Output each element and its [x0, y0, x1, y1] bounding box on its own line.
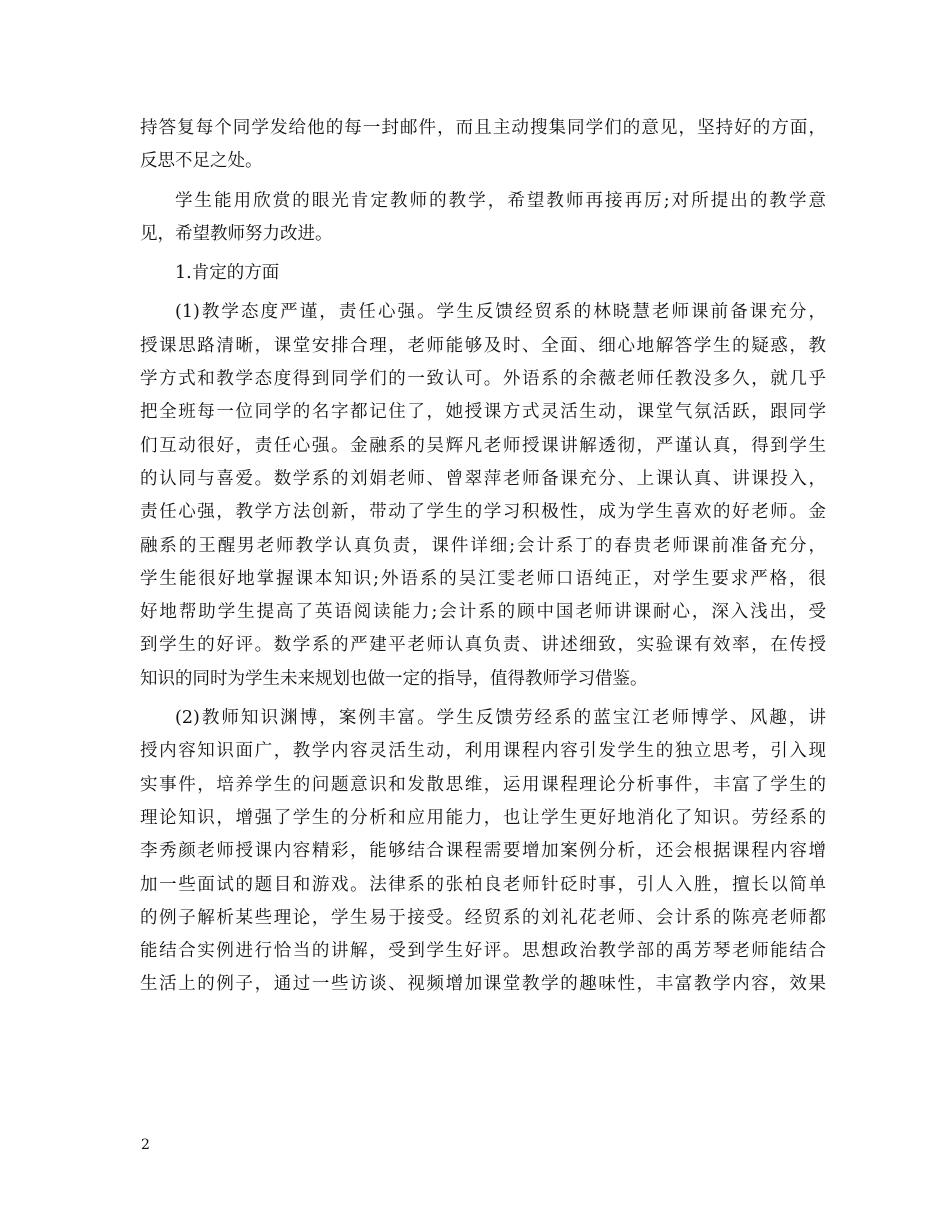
text-line: 学生能用欣赏的眼光肯定教师的教学，希望教师再接再厉;对所提出的教学意: [175, 190, 826, 211]
text-line: 生活上的例子，通过一些访谈、视频增加课堂教学的趣味性，丰富教学内容，效果: [140, 974, 826, 995]
text-line: 们互动很好，责任心强。金融系的吴辉凡老师授课讲解透彻，严谨认真，得到学生: [140, 435, 826, 456]
text-line: (1)教学态度严谨，责任心强。学生反馈经贸系的林晓慧老师课前备课充分，: [175, 302, 826, 323]
text-line: 把全班每一位同学的名字都记住了，她授课方式灵活生动，课堂气氛活跃，跟同学: [140, 402, 826, 423]
text-line: 融系的王醒男老师教学认真负责，课件详细;会计系丁的春贵老师课前准备充分，: [140, 535, 826, 556]
text-line: 反思不足之处。: [140, 151, 263, 172]
text-line: 理论知识，增强了学生的分析和应用能力，也让学生更好地消化了知识。劳经系的: [140, 807, 826, 828]
text-line: 实事件，培养学生的问题意识和发散思维，运用课程理论分析事件，丰富了学生的: [140, 774, 826, 795]
text-line: 加一些面试的题目和游戏。法律系的张柏良老师针砭时事，引人入胜，擅长以简单: [140, 874, 826, 895]
text-line: 授课思路清晰，课堂安排合理，老师能够及时、全面、细心地解答学生的疑惑，教: [140, 335, 826, 356]
text-line: 授内容知识面广，教学内容灵活生动，利用课程内容引发学生的独立思考，引入现: [140, 741, 826, 762]
section-heading: 1.肯定的方面: [175, 263, 280, 284]
text-line: 的认同与喜爱。数学系的刘娟老师、曾翠萍老师备课充分、上课认真、讲课投入，: [140, 468, 826, 489]
page-number: 2: [141, 1137, 150, 1153]
text-line: 的例子解析某些理论，学生易于接受。经贸系的刘礼花老师、会计系的陈亮老师都: [140, 907, 826, 928]
text-line: 能结合实例进行恰当的讲解，受到学生好评。思想政治教学部的禹芳琴老师能结合: [140, 941, 826, 962]
body-text: [140, 112, 826, 1002]
text-line: 知识的同时为学生未来规划也做一定的指导，值得教师学习借鉴。: [140, 668, 648, 689]
text-line: 学方式和教学态度得到同学们的一致认可。外语系的余薇老师任教没多久，就几乎: [140, 369, 826, 390]
text-line: 持答复每个同学发给他的每一封邮件，而且主动搜集同学们的意见，坚持好的方面，: [140, 118, 826, 138]
text-line: 学生能很好地掌握课本知识;外语系的吴江雯老师口语纯正，对学生要求严格，很: [140, 568, 826, 589]
text-line: 李秀颜老师授课内容精彩，能够结合课程需要增加案例分析，还会根据课程内容增: [140, 841, 826, 862]
text-line: 到学生的好评。数学系的严建平老师认真负责、讲述细致，实验课有效率，在传授: [140, 635, 826, 656]
text-line: (2)教师知识渊博，案例丰富。学生反馈劳经系的蓝宝江老师博学、风趣，讲: [175, 708, 826, 729]
text-line: 责任心强，教学方法创新，带动了学生的学习积极性，成为学生喜欢的好老师。金: [140, 502, 826, 523]
text-line: 好地帮助学生提高了英语阅读能力;会计系的顾中国老师讲课耐心，深入浅出，受: [140, 602, 826, 623]
text-line: 见，希望教师努力改进。: [140, 223, 333, 244]
